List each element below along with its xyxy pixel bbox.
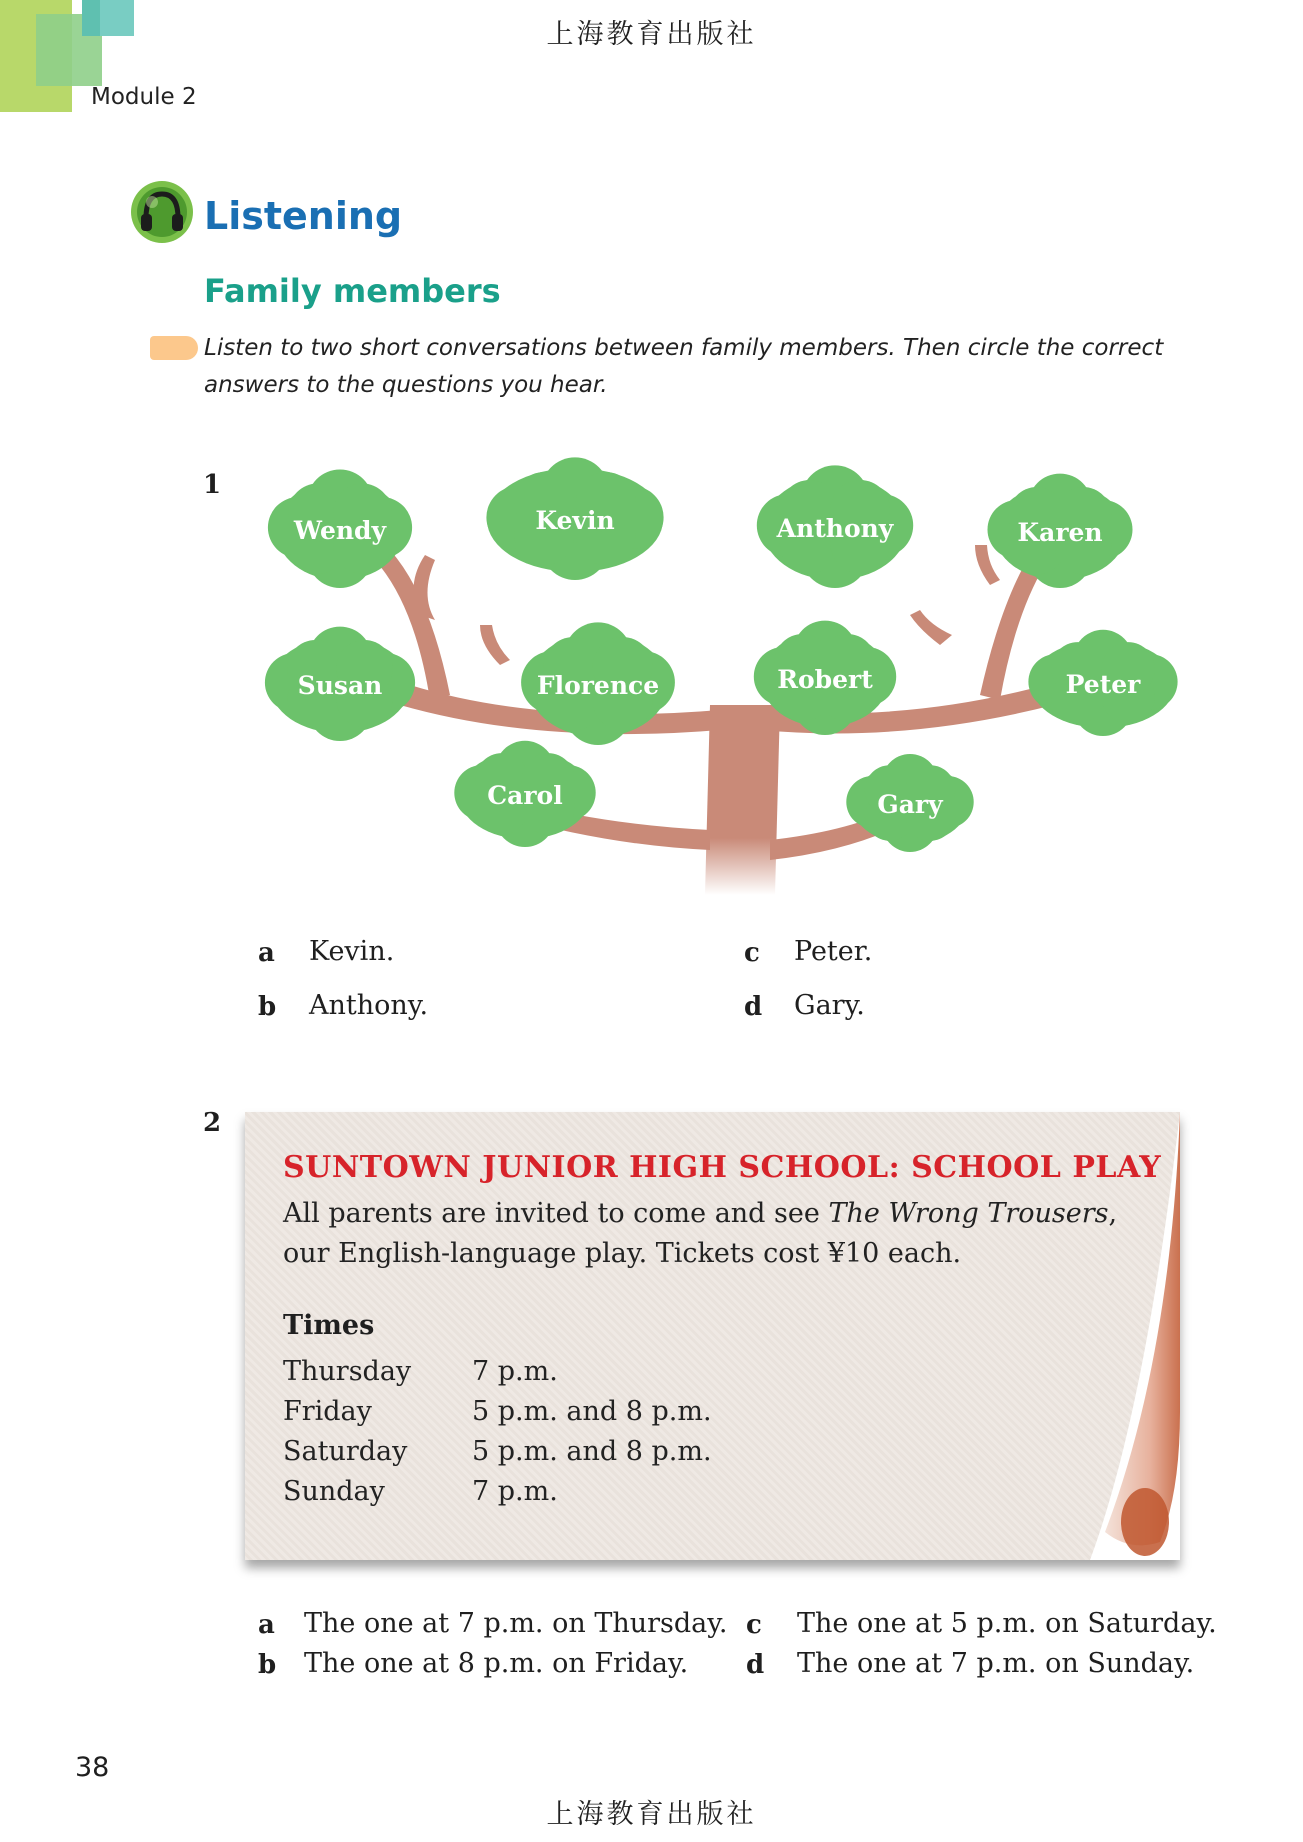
q2-option-a-letter[interactable]: a	[258, 1610, 275, 1640]
times-time: 7 p.m.	[472, 1356, 558, 1387]
times-time: 5 p.m. and 8 p.m.	[472, 1396, 712, 1427]
notice-text-before: All parents are invited to come and see	[283, 1198, 829, 1229]
times-time: 5 p.m. and 8 p.m.	[472, 1436, 712, 1467]
q1-option-c-text[interactable]: Peter.	[794, 936, 873, 967]
page-number: 38	[75, 1752, 110, 1783]
play-title: The Wrong Trousers	[828, 1198, 1109, 1229]
q2-option-d-letter[interactable]: d	[746, 1650, 765, 1680]
tree-name-label: Wendy	[293, 516, 387, 545]
notice-body	[283, 1194, 1163, 1274]
times-time: 7 p.m.	[472, 1476, 558, 1507]
question-number-1: 1	[203, 470, 222, 500]
q1-option-d-text[interactable]: Gary.	[794, 990, 865, 1021]
tree-name-label: Peter	[1065, 670, 1141, 699]
q1-option-d-letter[interactable]: d	[744, 992, 763, 1022]
publisher-footer: 上海教育出版社	[546, 1799, 757, 1830]
tree-name-label: Karen	[1017, 518, 1103, 547]
instruction-marker	[150, 336, 198, 360]
q2-option-c-text[interactable]: The one at 5 p.m. on Saturday.	[797, 1608, 1217, 1639]
notice-title: SUNTOWN JUNIOR HIGH SCHOOL: SCHOOL PLAY	[283, 1150, 1162, 1185]
instruction-text: Listen to two short conversations between family members. Then circle the correct answers to the questions you hear.	[204, 335, 1164, 398]
tree-name-label: Robert	[777, 665, 873, 694]
times-heading: Times	[283, 1310, 375, 1341]
q1-option-a-letter[interactable]: a	[258, 938, 275, 968]
times-day: Sunday	[283, 1476, 385, 1507]
q2-option-b-letter[interactable]: b	[258, 1650, 277, 1680]
q2-option-a-text[interactable]: The one at 7 p.m. on Thursday.	[304, 1608, 728, 1639]
section-title: Listening	[204, 194, 403, 238]
school-play-notice	[245, 1112, 1180, 1560]
times-day: Friday	[283, 1396, 372, 1427]
subsection-title: Family members	[204, 272, 501, 310]
q1-option-b-text[interactable]: Anthony.	[309, 990, 429, 1021]
tree-name-label: Anthony	[776, 514, 894, 543]
q1-option-c-letter[interactable]: c	[744, 938, 760, 968]
tree-trunk-branches	[375, 545, 1090, 895]
publisher-header: 上海教育出版社	[546, 19, 757, 50]
q1-option-a-text[interactable]: Kevin.	[309, 936, 395, 967]
question-number-2: 2	[203, 1108, 222, 1138]
tree-name-label: Susan	[297, 671, 383, 700]
q2-option-b-text[interactable]: The one at 8 p.m. on Friday.	[304, 1648, 689, 1679]
notice-text-after: , our English-language play. Tickets cost ¥10 each.	[283, 1198, 1118, 1269]
headphones-icon	[130, 180, 194, 244]
tree-name-label: Florence	[536, 671, 660, 700]
family-tree-illustration	[240, 455, 1190, 895]
times-day: Thursday	[283, 1356, 412, 1387]
q2-option-d-text[interactable]: The one at 7 p.m. on Sunday.	[797, 1648, 1195, 1679]
times-day: Saturday	[283, 1436, 408, 1467]
q2-option-c-letter[interactable]: c	[746, 1610, 762, 1640]
tree-name-label: Gary	[877, 790, 943, 819]
q1-option-b-letter[interactable]: b	[258, 992, 277, 1022]
module-label: Module 2	[91, 84, 197, 110]
tree-name-label: Carol	[487, 781, 563, 810]
tree-name-label: Kevin	[535, 506, 615, 535]
